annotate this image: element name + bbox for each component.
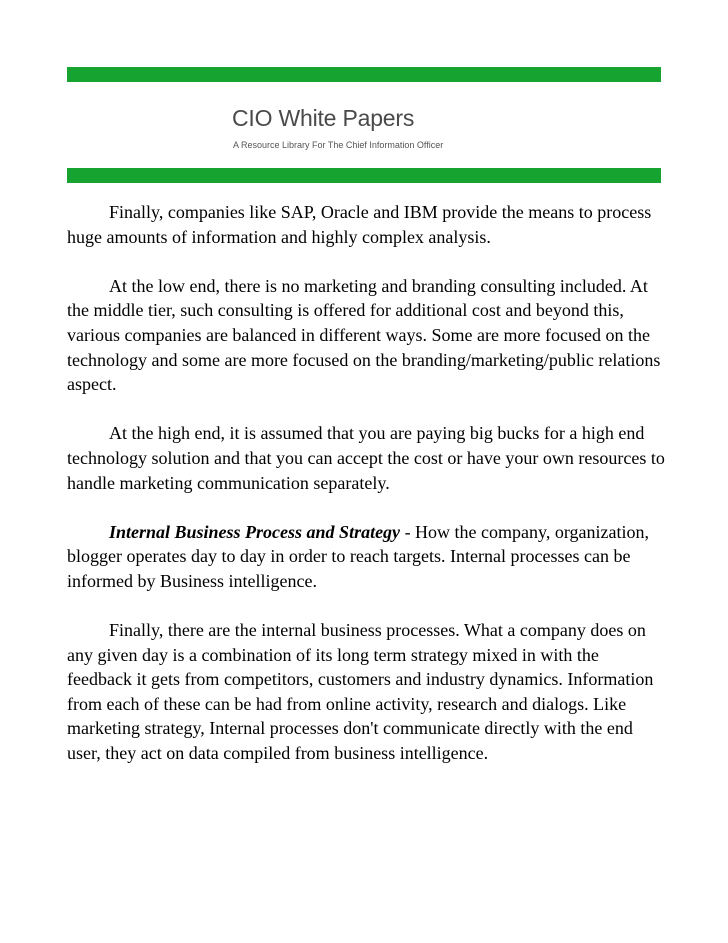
paragraph-5: Finally, there are the internal business processes. What a company does on any given day is a combination of its long term strategy mixed in with the feedback it gets from competitors, customers and industry dynamics. Information from each of these can be had from online activity, research and dialogs. Like marketing strategy, Internal processes don't communicate directly with the end user, they act on data compiled from business intelligence.: [67, 620, 654, 764]
document-body: [67, 200, 667, 790]
paragraph-4: [67, 520, 667, 594]
paragraph-4-text: - How the company, organization, blogger operates day to day in order to reach targets. Internal processes can be informed by Business intelligence.: [67, 521, 649, 591]
section-heading: Internal Business Process and Strategy: [109, 521, 401, 542]
paragraph-1: Finally, companies like SAP, Oracle and IBM provide the means to process huge amounts of information and highly complex analysis.: [67, 202, 652, 247]
header-top-bar: [67, 67, 661, 82]
logo-tagline: A Resource Library For The Chief Information Officer: [233, 140, 444, 150]
logo-title: CIO White Papers: [232, 105, 415, 131]
header-bottom-bar: [67, 168, 661, 183]
paragraph-2: At the low end, there is no marketing and branding consulting included. At the middle tier, such consulting is offered for additional cost and beyond this, various companies are balanced in different ways. Some are more focused on the technology and some are more focused on the branding/marketing/public relations aspect.: [67, 275, 661, 395]
paragraph-3: At the high end, it is assumed that you are paying big bucks for a high end technology solution and that you can accept the cost or have your own resources to handle marketing communication separately.: [67, 423, 665, 493]
